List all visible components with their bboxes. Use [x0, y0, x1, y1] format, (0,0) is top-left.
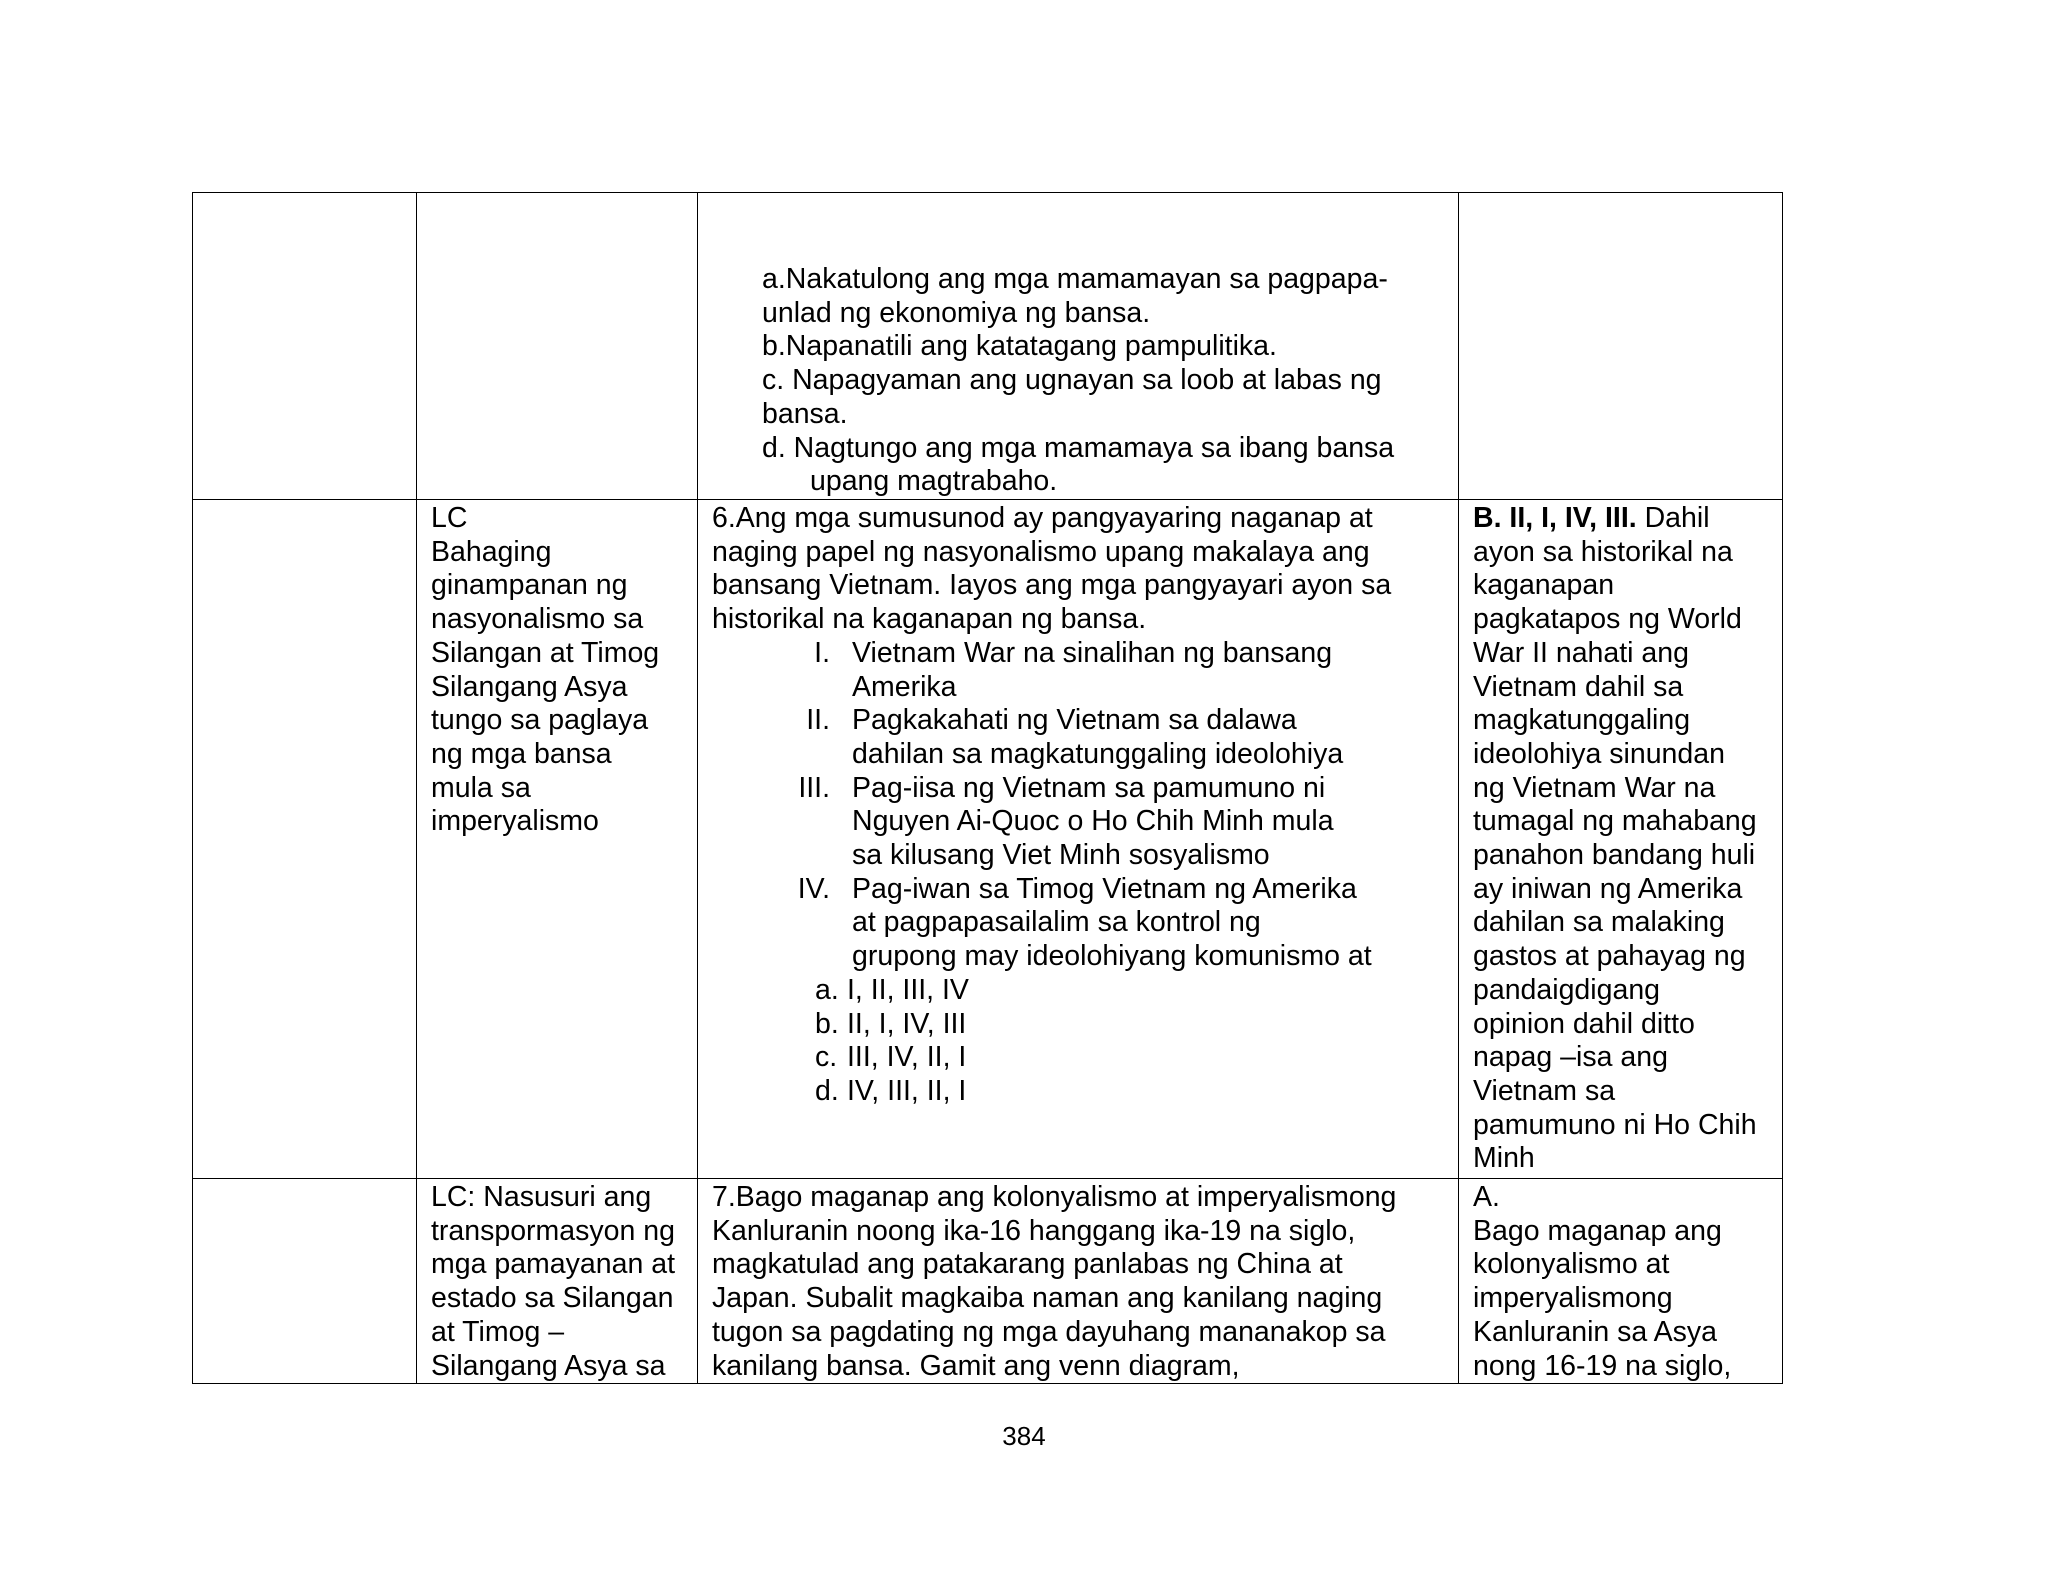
option-item — [815, 1041, 1446, 1075]
empty-cell — [193, 193, 417, 500]
question-line: bansang Vietnam. Iayos ang mga pangyayari ayon sa — [712, 569, 1392, 602]
option-list — [815, 974, 1446, 1109]
question-line: 6.Ang mga sumusunod ay pangyayaring naganap at — [712, 502, 1373, 534]
answer-line: magkatunggaling — [1473, 704, 1691, 737]
answer-line: kolonyalismo at — [1473, 1248, 1670, 1281]
answer-line: pandaigdigang — [1473, 973, 1661, 1006]
competency-line: tungo sa paglaya — [431, 704, 649, 737]
competency-line: at Timog – — [431, 1315, 565, 1348]
answer-line: Kanluranin sa Asya — [1473, 1315, 1717, 1348]
answer-line: nong 16-19 na siglo, — [1473, 1349, 1732, 1382]
option-text: IV, III, II, I — [847, 1074, 967, 1107]
event-number: I. — [814, 636, 830, 669]
option-letter: a. — [815, 973, 839, 1006]
answer-line: imperyalismong — [1473, 1282, 1673, 1315]
answer-line: ayon sa historikal na — [1473, 535, 1733, 568]
question-line: Japan. Subalit magkaiba naman ang kanilang naging — [712, 1282, 1383, 1315]
option-item — [815, 1075, 1446, 1109]
option-text: II, I, IV, III — [847, 1007, 967, 1040]
answer-line: ng Vietnam War na — [1473, 771, 1716, 804]
competency-line: Silangang Asya sa — [431, 1349, 666, 1382]
page-number: 384 — [1002, 1421, 1046, 1451]
option-text: I, II, III, IV — [847, 973, 969, 1006]
event-number: IV. — [797, 872, 830, 905]
table-row — [193, 1179, 1783, 1384]
answer-line: tumagal ng mahabang — [1473, 805, 1757, 838]
question-line: naging papel ng nasyonalismo upang makalaya ang — [712, 535, 1370, 568]
answer-line: panahon bandang huli — [1473, 839, 1756, 872]
competency-cell — [417, 193, 698, 500]
answer-line: A. — [1473, 1181, 1500, 1213]
table-row — [193, 500, 1783, 1179]
competency-line: Silangang Asya — [431, 670, 628, 703]
event-line: Nguyen Ai-Quoc o Ho Chih Minh mula — [852, 805, 1334, 838]
empty-cell — [193, 1179, 417, 1384]
answer-line: War II nahati ang — [1473, 636, 1689, 669]
competency-line: imperyalismo — [431, 805, 599, 838]
event-line: sa kilusang Viet Minh sosyalismo — [852, 839, 1270, 872]
option-letter: b. — [815, 1007, 839, 1040]
question-line: Kanluranin noong ika-16 hanggang ika-19 na siglo, — [712, 1214, 1356, 1247]
event-line: Vietnam War na sinalihan ng bansang — [852, 636, 1333, 669]
event-item — [797, 872, 1446, 974]
answer-line: napag –isa ang — [1473, 1041, 1668, 1074]
answer-line: pamumuno ni Ho Chih — [1473, 1108, 1757, 1141]
question-line: historikal na kaganapan ng bansa. — [712, 603, 1147, 636]
answer-line: kaganapan — [1473, 569, 1615, 602]
answer-line: Minh — [1473, 1142, 1535, 1175]
competency-line: LC — [431, 502, 468, 534]
answer-text: Dahil — [1636, 502, 1710, 534]
choice-line: unlad ng ekonomiya ng bansa. — [762, 296, 1151, 329]
option-item — [815, 974, 1446, 1008]
answer-cell — [1459, 1179, 1783, 1384]
answer-line: pagkatapos ng World — [1473, 603, 1742, 636]
competency-line: LC: Nasusuri ang — [431, 1181, 652, 1213]
event-line: Pagkakahati ng Vietnam sa dalawa — [852, 704, 1297, 737]
event-list — [797, 636, 1446, 974]
answer-key: B. II, I, IV, III. — [1473, 502, 1637, 534]
question-cell — [698, 1179, 1459, 1384]
question-line: magkatulad ang patakarang panlabas ng China at — [712, 1248, 1343, 1281]
answer-line: dahilan sa malaking — [1473, 906, 1725, 939]
answer-line: ay iniwan ng Amerika — [1473, 872, 1743, 905]
choice-line: a.Nakatulong ang mga mamamayan sa pagpapa- — [762, 263, 1388, 295]
choice-line: c. Napagyaman ang ugnayan sa loob at labas ng — [762, 364, 1382, 397]
option-letter: d. — [815, 1074, 839, 1107]
question-line: 7.Bago maganap ang kolonyalismo at imperyalismong — [712, 1181, 1397, 1213]
competency-cell — [417, 1179, 698, 1384]
choice-line: d. Nagtungo ang mga mamamaya sa ibang bansa — [762, 431, 1395, 464]
table-row — [193, 193, 1783, 500]
competency-line: Silangan at Timog — [431, 636, 660, 669]
option-text: III, IV, II, I — [847, 1041, 967, 1074]
answer-line: Bago maganap ang — [1473, 1214, 1722, 1247]
option-letter: c. — [815, 1041, 838, 1074]
event-item — [798, 771, 1446, 873]
choice-line: upang magtrabaho. — [810, 465, 1058, 498]
answer-line: opinion dahil ditto — [1473, 1007, 1695, 1040]
answer-line: Vietnam sa — [1473, 1074, 1616, 1107]
question-line: tugon sa pagdating ng mga dayuhang mananakop sa — [712, 1315, 1386, 1348]
competency-line: transpormasyon ng — [431, 1214, 675, 1247]
event-number: II. — [806, 704, 830, 737]
event-number: III. — [798, 771, 830, 804]
event-line: dahilan sa magkatunggaling ideolohiya — [852, 737, 1344, 770]
event-line: Amerika — [852, 670, 957, 703]
answer-choice-list — [698, 193, 1458, 499]
answer-first-line — [1473, 502, 1770, 536]
competency-line: ginampanan ng — [431, 569, 628, 602]
competency-line: nasyonalismo sa — [431, 603, 644, 636]
competency-line: estado sa Silangan — [431, 1282, 674, 1315]
competency-line: mga pamayanan at — [431, 1248, 675, 1281]
option-item — [815, 1008, 1446, 1042]
event-line: grupong may ideolohiyang komunismo at — [852, 940, 1372, 973]
event-line: Pag-iwan sa Timog Vietnam ng Amerika — [852, 872, 1357, 905]
event-item — [806, 704, 1446, 771]
question-cell — [698, 193, 1459, 500]
question-line: kanilang bansa. Gamit ang venn diagram, — [712, 1349, 1240, 1382]
answer-line: gastos at pahayag ng — [1473, 940, 1746, 973]
question-cell — [698, 500, 1459, 1179]
assessment-table — [192, 192, 1783, 1384]
answer-cell — [1459, 193, 1783, 500]
competency-line: ng mga bansa — [431, 737, 612, 770]
event-item — [814, 636, 1446, 704]
choice-line: b.Napanatili ang katatagang pampulitika. — [762, 330, 1277, 363]
empty-cell — [193, 500, 417, 1179]
event-line: at pagpapasailalim sa kontrol ng — [852, 906, 1261, 939]
answer-cell — [1459, 500, 1783, 1179]
competency-line: Bahaging — [431, 535, 552, 568]
competency-line: mula sa — [431, 771, 531, 804]
answer-line: ideolohiya sinundan — [1473, 737, 1725, 770]
answer-line: Vietnam dahil sa — [1473, 670, 1684, 703]
choice-line: bansa. — [762, 397, 848, 430]
competency-cell — [417, 500, 698, 1179]
event-line: Pag-iisa ng Vietnam sa pamumuno ni — [852, 771, 1326, 804]
